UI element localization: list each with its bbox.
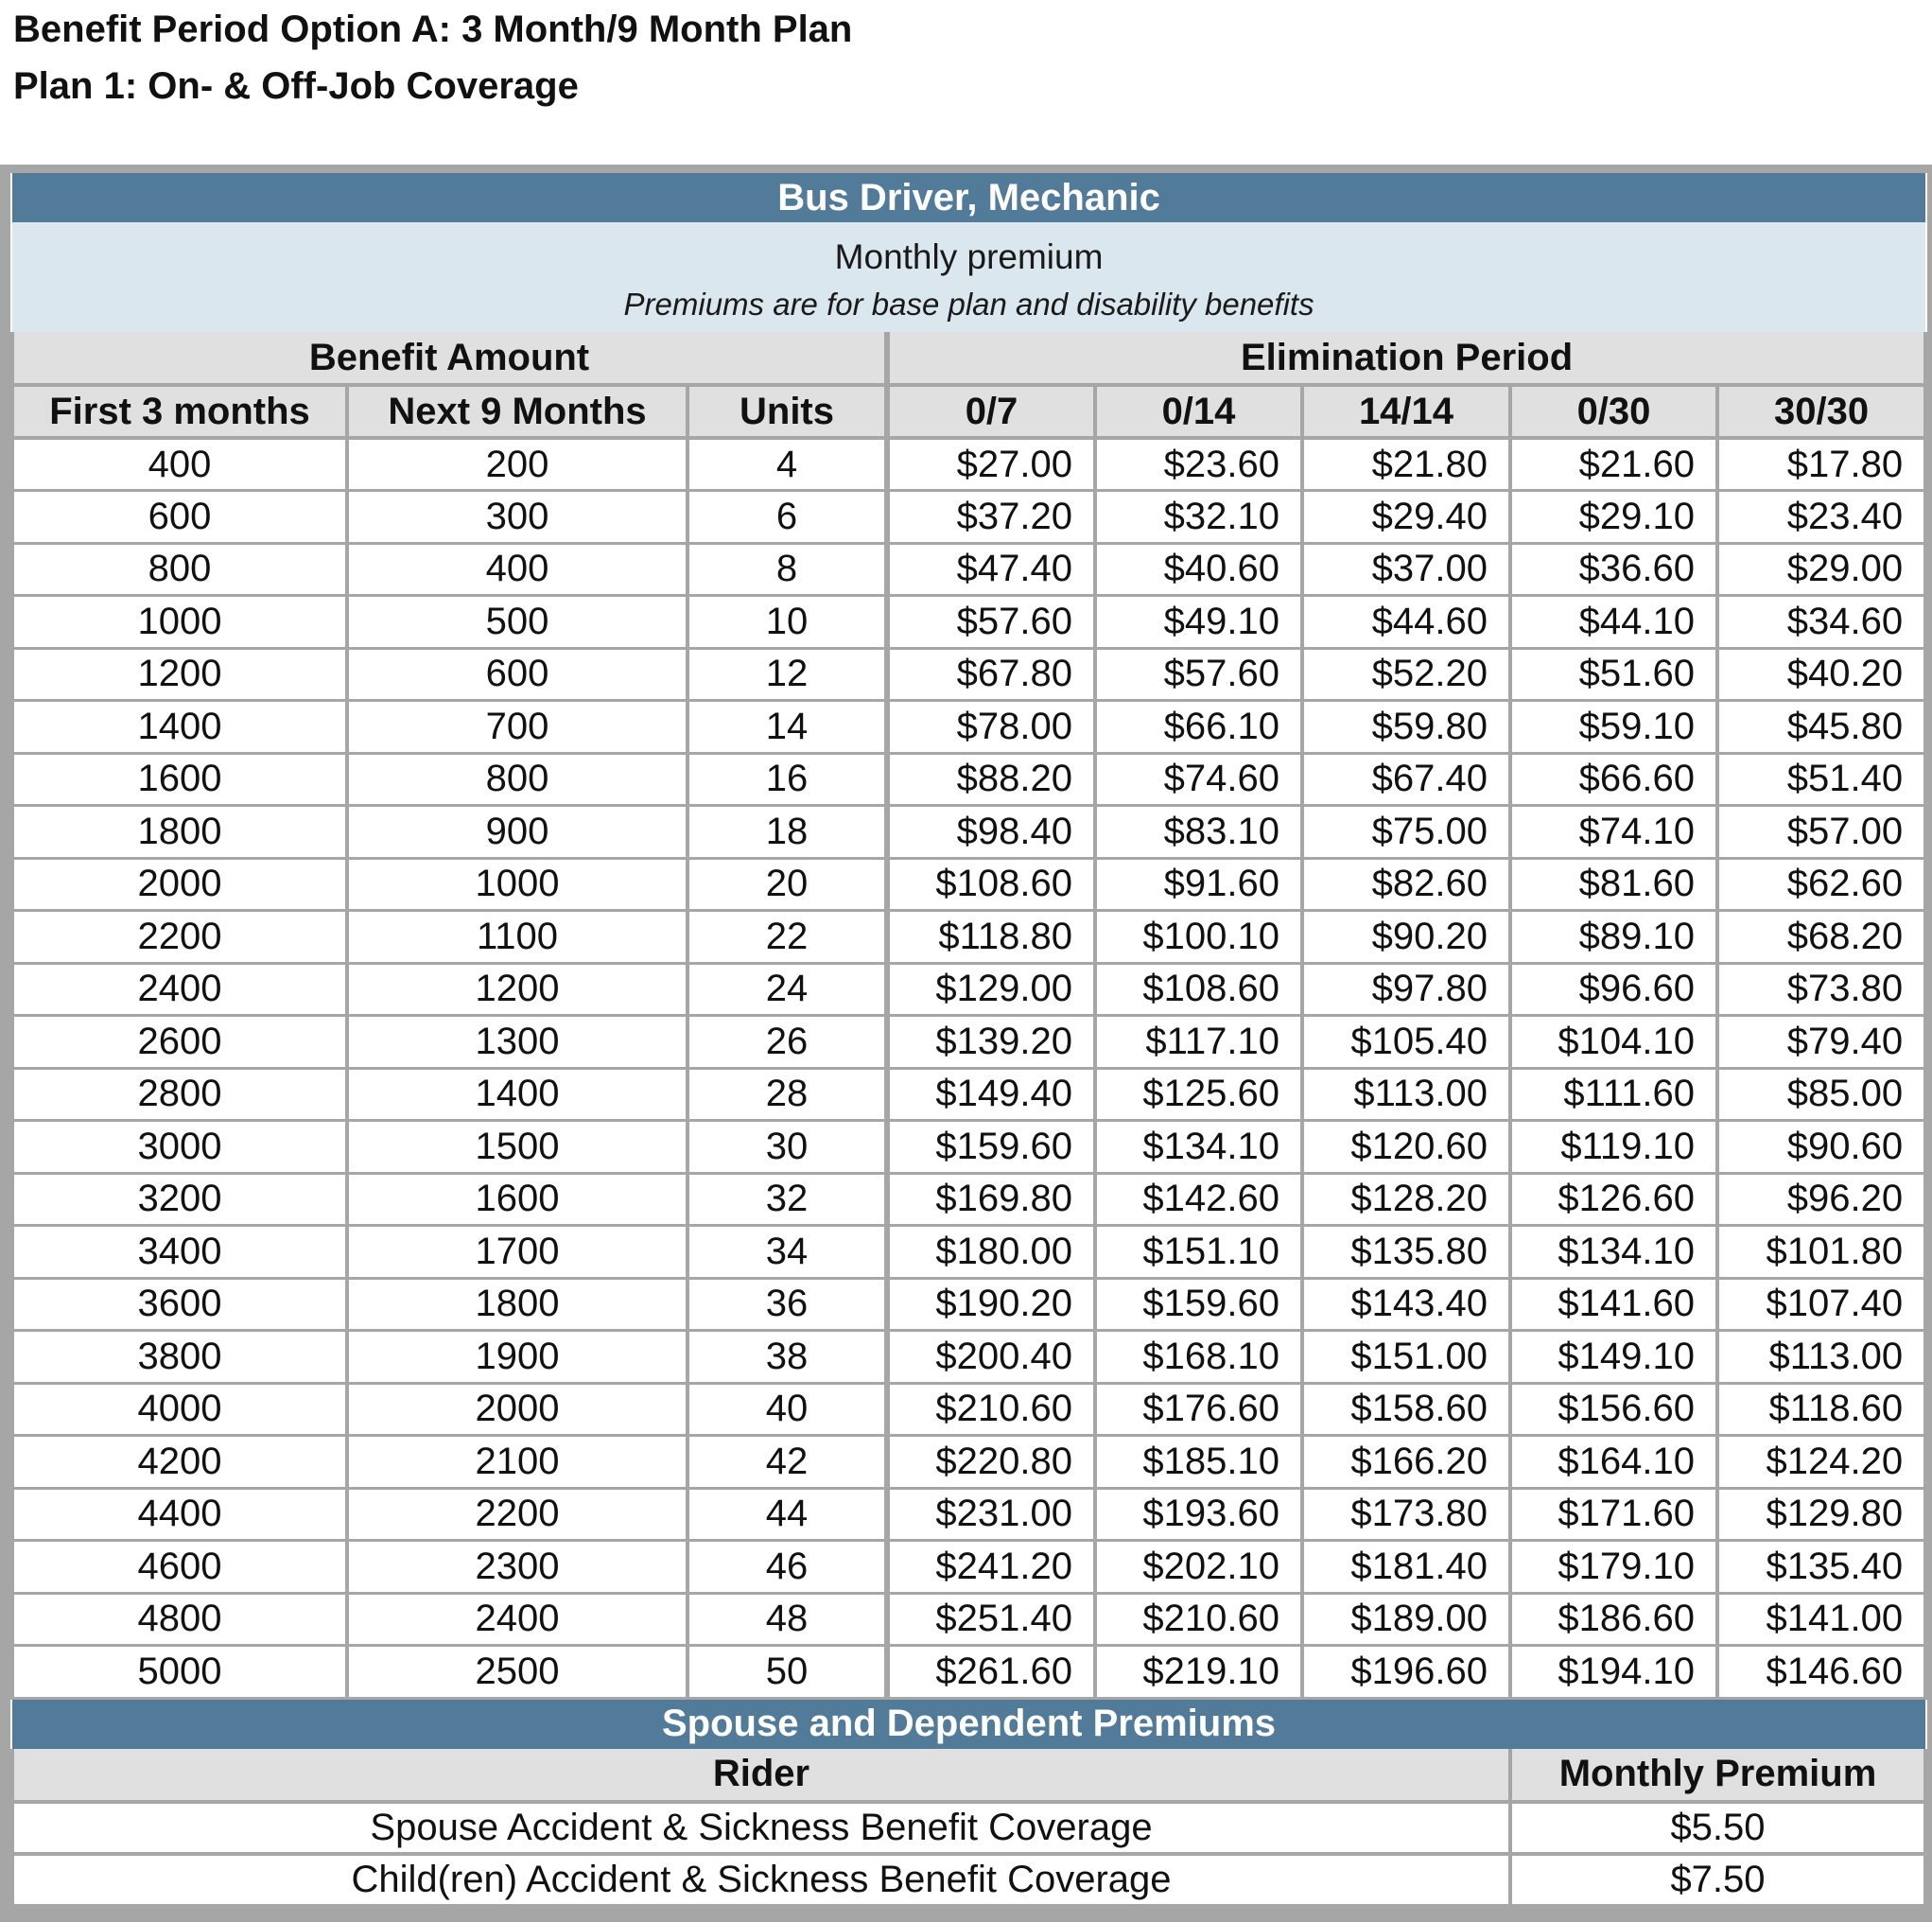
premium-cell: $97.80 [1302,963,1510,1016]
premium-cell: $21.60 [1510,438,1717,491]
benefit-cell: 46 [688,1541,887,1594]
premium-cell: $143.40 [1302,1278,1510,1331]
benefit-cell: 1500 [347,1121,688,1174]
premium-cell: $134.10 [1510,1226,1717,1279]
benefit-cell: 400 [12,438,347,491]
benefit-cell: 2200 [347,1488,688,1541]
benefit-cell: 42 [688,1436,887,1489]
benefit-cell: 14 [688,701,887,754]
premium-cell: $40.20 [1717,648,1925,701]
benefit-cell: 4000 [12,1383,347,1436]
table-row [12,1488,1925,1541]
premium-cell: $151.10 [1095,1226,1302,1279]
premium-cell: $135.40 [1717,1541,1925,1594]
premium-cell: $29.00 [1717,543,1925,596]
premium-label: Monthly premium [12,222,1925,277]
benefit-cell: 900 [347,806,688,859]
premium-cell: $220.80 [887,1436,1095,1489]
dependents-section-title: Spouse and Dependent Premiums [12,1700,1925,1749]
column-header: 0/30 [1510,385,1717,438]
premium-cell: $66.10 [1095,701,1302,754]
benefit-cell: 2000 [347,1383,688,1436]
premium-cell: $166.20 [1302,1436,1510,1489]
premium-cell: $108.60 [1095,963,1302,1016]
premium-cell: $73.80 [1717,963,1925,1016]
rider-row [12,1802,1925,1854]
benefit-cell: 1200 [12,648,347,701]
premium-cell: $181.40 [1302,1541,1510,1594]
premium-cell: $82.60 [1302,858,1510,911]
table-row [12,1068,1925,1121]
premium-cell: $139.20 [887,1016,1095,1069]
benefit-cell: 12 [688,648,887,701]
benefit-cell: 2500 [347,1646,688,1699]
table-row [12,648,1925,701]
benefit-cell: 3200 [12,1173,347,1226]
benefit-cell: 2800 [12,1068,347,1121]
premium-cell: $180.00 [887,1226,1095,1279]
benefit-cell: 6 [688,491,887,544]
benefit-cell: 1800 [12,806,347,859]
column-header: Next 9 Months [347,385,688,438]
premium-cell: $32.10 [1095,491,1302,544]
premium-cell: $151.00 [1302,1331,1510,1384]
premium-cell: $113.00 [1717,1331,1925,1384]
premium-cell: $29.40 [1302,491,1510,544]
table-row [12,963,1925,1016]
benefit-cell: 500 [347,596,688,649]
column-header: First 3 months [12,385,347,438]
premium-cell: $66.60 [1510,753,1717,806]
section-header-row [12,173,1925,222]
benefit-cell: 8 [688,543,887,596]
section-title: Bus Driver, Mechanic [12,173,1925,222]
premium-cell: $251.40 [887,1593,1095,1646]
benefit-cell: 34 [688,1226,887,1279]
premium-cell: $59.80 [1302,701,1510,754]
premium-cell: $231.00 [887,1488,1095,1541]
premium-cell: $117.10 [1095,1016,1302,1069]
premium-cell: $44.60 [1302,596,1510,649]
premium-cell: $124.20 [1717,1436,1925,1489]
benefit-cell: 22 [688,911,887,964]
premium-cell: $196.60 [1302,1646,1510,1699]
benefit-cell: 20 [688,858,887,911]
table-row [12,1226,1925,1279]
premium-cell: $135.80 [1302,1226,1510,1279]
premium-cell: $90.60 [1717,1121,1925,1174]
premium-cell: $129.00 [887,963,1095,1016]
benefit-amount-header: Benefit Amount [12,332,887,385]
premium-cell: $158.60 [1302,1383,1510,1436]
premium-cell: $171.60 [1510,1488,1717,1541]
benefit-cell: 16 [688,753,887,806]
table-row [12,911,1925,964]
benefit-cell: 2100 [347,1436,688,1489]
document-title: Benefit Period Option A: 3 Month/9 Month Plan [13,9,853,50]
benefit-cell: 36 [688,1278,887,1331]
premium-cell: $134.10 [1095,1121,1302,1174]
table-row [12,858,1925,911]
table-row [12,438,1925,491]
table-row [12,1278,1925,1331]
benefit-cell: 40 [688,1383,887,1436]
premium-cell: $120.60 [1302,1121,1510,1174]
premium-cell: $79.40 [1717,1016,1925,1069]
benefit-cell: 4400 [12,1488,347,1541]
premium-cell: $89.10 [1510,911,1717,964]
premium-cell: $101.80 [1717,1226,1925,1279]
column-header: 14/14 [1302,385,1510,438]
benefit-cell: 2300 [347,1541,688,1594]
benefit-cell: 400 [347,543,688,596]
premium-cell: $261.60 [887,1646,1095,1699]
table-row [12,491,1925,544]
table-row [12,1121,1925,1174]
table-row [12,1593,1925,1646]
monthly-premium-column-header: Monthly Premium [1510,1749,1925,1802]
premium-cell: $179.10 [1510,1541,1717,1594]
premium-cell: $34.60 [1717,596,1925,649]
rider-column-header: Rider [12,1749,1510,1802]
premium-cell: $23.40 [1717,491,1925,544]
table-row [12,701,1925,754]
premium-cell: $27.00 [887,438,1095,491]
rate-table-frame [0,165,1932,1922]
premium-cell: $190.20 [887,1278,1095,1331]
dependents-header-row [12,1700,1925,1749]
dependent-premiums-table [10,1700,1927,1908]
premium-cell: $149.40 [887,1068,1095,1121]
premium-label-row [12,222,1925,277]
premium-cell: $107.40 [1717,1278,1925,1331]
premium-cell: $49.10 [1095,596,1302,649]
premium-cell: $168.10 [1095,1331,1302,1384]
benefit-cell: 4600 [12,1541,347,1594]
premium-cell: $200.40 [887,1331,1095,1384]
premium-cell: $96.20 [1717,1173,1925,1226]
premium-cell: $141.00 [1717,1593,1925,1646]
benefit-cell: 1800 [347,1278,688,1331]
premium-cell: $219.10 [1095,1646,1302,1699]
benefit-cell: 38 [688,1331,887,1384]
premium-cell: $98.40 [887,806,1095,859]
premium-cell: $186.60 [1510,1593,1717,1646]
rider-name: Child(ren) Accident & Sickness Benefit Coverage [12,1854,1510,1906]
premium-cell: $189.00 [1302,1593,1510,1646]
benefit-cell: 1400 [12,701,347,754]
premium-cell: $113.00 [1302,1068,1510,1121]
elimination-period-header: Elimination Period [887,332,1925,385]
premium-cell: $74.60 [1095,753,1302,806]
table-row [12,1436,1925,1489]
premium-cell: $185.10 [1095,1436,1302,1489]
premium-cell: $149.10 [1510,1331,1717,1384]
benefit-cell: 1900 [347,1331,688,1384]
benefit-cell: 32 [688,1173,887,1226]
premium-cell: $119.10 [1510,1121,1717,1174]
premium-cell: $81.60 [1510,858,1717,911]
benefit-cell: 2200 [12,911,347,964]
group-header-row [12,332,1925,385]
premium-cell: $37.20 [887,491,1095,544]
table-row [12,596,1925,649]
premium-cell: $202.10 [1095,1541,1302,1594]
premium-cell: $17.80 [1717,438,1925,491]
benefit-cell: 3800 [12,1331,347,1384]
benefit-cell: 44 [688,1488,887,1541]
benefit-cell: 1200 [347,963,688,1016]
premium-cell: $40.60 [1095,543,1302,596]
premium-cell: $51.60 [1510,648,1717,701]
benefit-cell: 600 [347,648,688,701]
benefit-cell: 1600 [347,1173,688,1226]
column-header: 0/14 [1095,385,1302,438]
benefit-cell: 4800 [12,1593,347,1646]
benefit-cell: 2600 [12,1016,347,1069]
premium-cell: $44.10 [1510,596,1717,649]
premium-cell: $111.60 [1510,1068,1717,1121]
premium-cell: $142.60 [1095,1173,1302,1226]
premium-cell: $104.10 [1510,1016,1717,1069]
benefit-cell: 1100 [347,911,688,964]
rider-row [12,1854,1925,1906]
premium-cell: $62.60 [1717,858,1925,911]
premium-cell: $194.10 [1510,1646,1717,1699]
premium-cell: $128.20 [1302,1173,1510,1226]
premium-cell: $47.40 [887,543,1095,596]
premium-cell: $23.60 [1095,438,1302,491]
premium-cell: $57.60 [1095,648,1302,701]
premium-cell: $90.20 [1302,911,1510,964]
table-row [12,1541,1925,1594]
benefit-cell: 700 [347,701,688,754]
premium-cell: $146.60 [1717,1646,1925,1699]
premium-cell: $118.80 [887,911,1095,964]
benefit-cell: 1000 [347,858,688,911]
premium-cell: $118.60 [1717,1383,1925,1436]
premium-cell: $108.60 [887,858,1095,911]
premium-cell: $129.80 [1717,1488,1925,1541]
premium-cell: $100.10 [1095,911,1302,964]
premium-cell: $78.00 [887,701,1095,754]
rider-premium: $5.50 [1510,1802,1925,1854]
premium-note: Premiums are for base plan and disability benefits [12,277,1925,332]
benefit-cell: 28 [688,1068,887,1121]
premium-cell: $21.80 [1302,438,1510,491]
benefit-cell: 4 [688,438,887,491]
table-row [12,1383,1925,1436]
premium-cell: $176.60 [1095,1383,1302,1436]
rider-premium: $7.50 [1510,1854,1925,1906]
column-header: 30/30 [1717,385,1925,438]
premium-cell: $85.00 [1717,1068,1925,1121]
benefit-cell: 5000 [12,1646,347,1699]
column-header-row [12,385,1925,438]
benefit-cell: 24 [688,963,887,1016]
premium-cell: $193.60 [1095,1488,1302,1541]
benefit-cell: 26 [688,1016,887,1069]
benefit-cell: 2400 [12,963,347,1016]
rider-name: Spouse Accident & Sickness Benefit Coverage [12,1802,1510,1854]
premium-cell: $67.80 [887,648,1095,701]
column-header: Units [688,385,887,438]
premium-cell: $37.00 [1302,543,1510,596]
benefit-cell: 1400 [347,1068,688,1121]
premium-cell: $36.60 [1510,543,1717,596]
benefit-cell: 1300 [347,1016,688,1069]
benefit-cell: 600 [12,491,347,544]
table-row [12,1173,1925,1226]
benefit-cell: 30 [688,1121,887,1174]
benefit-cell: 2400 [347,1593,688,1646]
premium-cell: $59.10 [1510,701,1717,754]
premium-cell: $156.60 [1510,1383,1717,1436]
premium-cell: $241.20 [887,1541,1095,1594]
premium-cell: $67.40 [1302,753,1510,806]
table-row [12,1331,1925,1384]
premium-cell: $169.80 [887,1173,1095,1226]
premium-cell: $75.00 [1302,806,1510,859]
table-row [12,806,1925,859]
benefit-cell: 200 [347,438,688,491]
premium-cell: $125.60 [1095,1068,1302,1121]
premium-cell: $173.80 [1302,1488,1510,1541]
benefit-cell: 800 [347,753,688,806]
premium-cell: $159.60 [887,1121,1095,1174]
benefit-cell: 10 [688,596,887,649]
benefit-cell: 18 [688,806,887,859]
premium-cell: $105.40 [1302,1016,1510,1069]
premium-cell: $159.60 [1095,1278,1302,1331]
table-row [12,753,1925,806]
rider-header-row [12,1749,1925,1802]
premium-cell: $164.10 [1510,1436,1717,1489]
premium-cell: $141.60 [1510,1278,1717,1331]
table-row [12,1646,1925,1699]
premium-cell: $126.60 [1510,1173,1717,1226]
benefit-cell: 3600 [12,1278,347,1331]
benefit-cell: 300 [347,491,688,544]
premium-cell: $96.60 [1510,963,1717,1016]
premium-cell: $52.20 [1302,648,1510,701]
premium-cell: $210.60 [1095,1593,1302,1646]
benefit-cell: 1000 [12,596,347,649]
benefit-cell: 4200 [12,1436,347,1489]
benefit-cell: 50 [688,1646,887,1699]
premium-cell: $68.20 [1717,911,1925,964]
premium-cell: $29.10 [1510,491,1717,544]
premium-cell: $45.80 [1717,701,1925,754]
premium-cell: $57.00 [1717,806,1925,859]
benefit-cell: 1600 [12,753,347,806]
rate-table [10,173,1927,1700]
benefit-cell: 800 [12,543,347,596]
benefit-cell: 2000 [12,858,347,911]
table-row [12,543,1925,596]
column-header: 0/7 [887,385,1095,438]
premium-cell: $51.40 [1717,753,1925,806]
benefit-cell: 3400 [12,1226,347,1279]
premium-cell: $83.10 [1095,806,1302,859]
premium-note-row [12,277,1925,332]
table-row [12,1016,1925,1069]
benefit-cell: 1700 [347,1226,688,1279]
premium-cell: $57.60 [887,596,1095,649]
premium-cell: $74.10 [1510,806,1717,859]
premium-cell: $88.20 [887,753,1095,806]
premium-cell: $91.60 [1095,858,1302,911]
premium-cell: $210.60 [887,1383,1095,1436]
benefit-cell: 48 [688,1593,887,1646]
benefit-cell: 3000 [12,1121,347,1174]
document-subtitle: Plan 1: On- & Off-Job Coverage [13,65,579,107]
